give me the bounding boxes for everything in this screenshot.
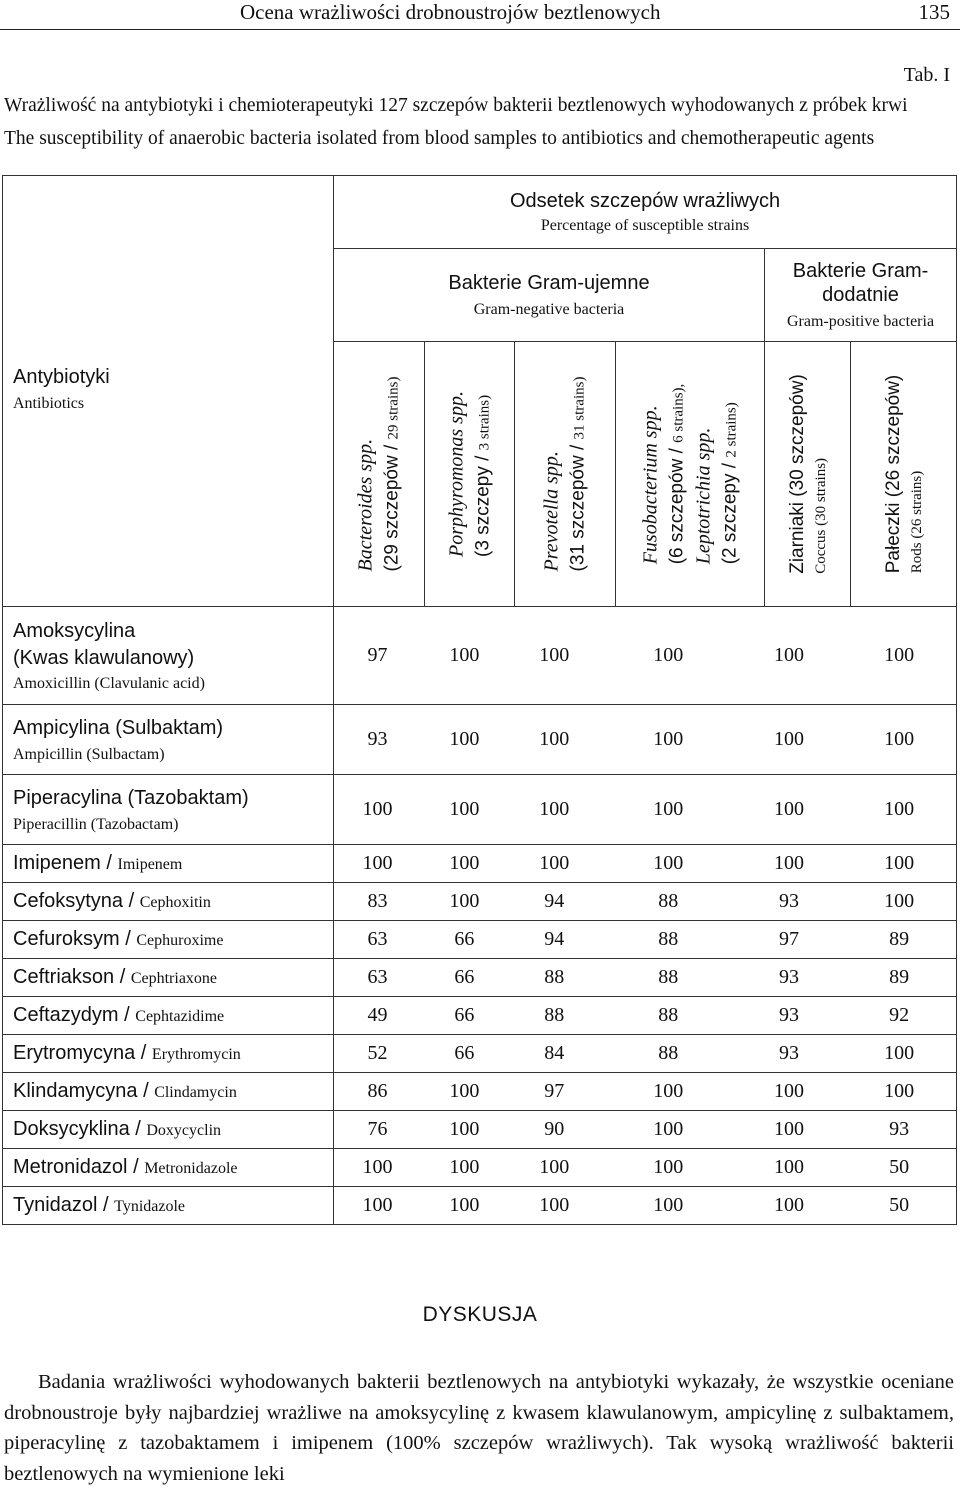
antibiotics-header	[3, 176, 334, 607]
susceptibility-values-cell	[334, 959, 957, 997]
values-row	[334, 928, 956, 951]
values-row	[334, 966, 956, 989]
susceptibility-value: 100	[449, 1118, 480, 1140]
antibiotic-name-pl: Imipenem	[13, 852, 101, 874]
antibiotics-header-en: Antibiotics	[13, 395, 85, 412]
antibiotic-name-pl: Tynidazol	[13, 1194, 98, 1216]
strain-count	[664, 384, 690, 565]
susceptibility-value: 97	[778, 928, 799, 950]
antibiotic-name-en: Ampicillin (Sulbactam)	[13, 745, 165, 763]
susceptibility-value: 93	[889, 1118, 910, 1140]
antibiotic-name-pl: Doksycyklina	[13, 1118, 130, 1140]
bacteria-column-header	[425, 342, 515, 607]
genus-name	[443, 391, 470, 557]
table-row	[3, 1187, 957, 1225]
susceptibility-values-cell	[334, 883, 957, 921]
antibiotic-name: Imipenem / Imipenem	[13, 852, 183, 874]
susceptibility-value: 88	[658, 1042, 679, 1064]
antibiotic-name-cell	[3, 1149, 334, 1187]
susceptibility-values-cell	[334, 705, 957, 775]
susceptibility-value: 93	[367, 728, 388, 750]
susceptible-header-pl: Odsetek szczepów wrażliwych	[509, 189, 781, 212]
strain-count-en: 2 strains)	[723, 402, 739, 458]
susceptibility-value: 93	[778, 1042, 799, 1064]
strain-count-en: 31 strains)	[571, 376, 588, 440]
susceptibility-value: 88	[544, 1004, 565, 1026]
table-row	[3, 1111, 957, 1149]
values-row	[334, 1194, 956, 1217]
susceptibility-values-cell	[334, 1149, 957, 1187]
susceptibility-value: 76	[367, 1118, 388, 1140]
susceptibility-value: 100	[773, 1080, 804, 1102]
antibiotic-name-en: Erythromycin	[151, 1046, 241, 1063]
antibiotic-name-pl: Cefuroksym	[13, 928, 120, 950]
susceptibility-value: 88	[658, 928, 679, 950]
running-title: Ocena wrażliwości drobnoustrojów beztlenowych	[240, 0, 661, 24]
susceptibility-value: 93	[778, 1004, 799, 1026]
susceptibility-value: 100	[362, 852, 393, 874]
susceptibility-values-cell	[334, 845, 957, 883]
values-row	[334, 852, 956, 875]
susceptibility-value: 100	[539, 1156, 570, 1178]
rotated-header-text	[637, 384, 742, 565]
values-row	[334, 1080, 956, 1103]
antibiotic-name: Metronidazol / Metronidazole	[13, 1156, 238, 1178]
antibiotic-name-cell	[3, 845, 334, 883]
antibiotic-name: Tynidazol / Tynidazole	[13, 1194, 186, 1216]
susceptibility-value: 100	[884, 798, 915, 820]
susceptibility-value: 100	[773, 644, 804, 666]
susceptibility-value: 94	[544, 928, 565, 950]
antibiotic-name-pl: Metronidazol	[13, 1156, 128, 1178]
antibiotic-name-pl: Amoksycylina	[13, 620, 136, 643]
genus-name	[690, 384, 717, 565]
table-caption-polish: Wrażliwość na antybiotyki i chemioterapeutyki 127 szczepów bakterii beztlenowych wyhodowanych z próbek krwi	[4, 95, 908, 116]
susceptibility-value: 100	[884, 1080, 915, 1102]
susceptibility-value: 83	[367, 890, 388, 912]
genus-italic: Prevotella spp.	[540, 451, 563, 572]
antibiotic-name-pl: Ampicylina (Sulbaktam)	[13, 717, 224, 740]
susceptibility-value: 66	[454, 966, 475, 988]
susceptibility-value: 100	[449, 728, 480, 750]
strain-count-pl: (31 szczepów /	[567, 439, 589, 572]
antibiotic-name-en: Cephtriaxone	[130, 970, 218, 987]
values-row	[334, 1156, 956, 1179]
susceptibility-value: 100	[449, 644, 480, 666]
bacteria-column-header	[334, 342, 425, 607]
strain-count	[566, 377, 592, 572]
bacteria-column-header	[515, 342, 616, 607]
bacteria-column-header	[616, 342, 765, 607]
susceptibility-value: 63	[367, 928, 388, 950]
susceptibility-value: 100	[773, 1156, 804, 1178]
susceptibility-value: 100	[653, 1118, 684, 1140]
antibiotic-name-cell	[3, 997, 334, 1035]
susceptibility-value: 100	[449, 890, 480, 912]
susceptibility-value: 100	[449, 1194, 480, 1216]
values-row	[334, 1118, 956, 1141]
susceptibility-value: 84	[544, 1042, 565, 1064]
susceptible-percentage-header	[334, 176, 957, 249]
susceptibility-value: 88	[658, 890, 679, 912]
antibiotic-name-en: Cephuroxime	[136, 932, 224, 949]
strain-count-pl: (3 szczepy /	[472, 450, 494, 557]
table-caption-english: The susceptibility of anaerobic bacteria isolated from blood samples to antibiotics and chemotherapeutic agents	[4, 128, 875, 149]
antibiotic-name-en: Amoxicillin (Clavulanic acid)	[13, 674, 205, 692]
antibiotic-name: Erytromycyna / Erythromycin	[13, 1042, 241, 1064]
genus-name	[353, 377, 380, 572]
group-name-pl: Ziarniaki (30 szczepów)	[786, 374, 808, 574]
susceptibility-value: 100	[653, 852, 684, 874]
susceptibility-value: 100	[653, 798, 684, 820]
susceptibility-values-cell	[334, 997, 957, 1035]
susceptibility-table	[2, 175, 957, 1225]
antibiotic-name-en: Cephoxitin	[139, 894, 211, 911]
antibiotic-name: Doksycyklina / Doxycyclin	[13, 1118, 222, 1140]
bacteria-column-header	[765, 342, 851, 607]
susceptibility-value: 100	[773, 728, 804, 750]
genus-italic: Porphyromonas spp.	[445, 391, 468, 557]
susceptibility-value: 52	[367, 1042, 388, 1064]
susceptibility-value: 88	[544, 966, 565, 988]
antibiotic-name-pl-line2: (Kwas klawulanowy)	[13, 646, 195, 669]
susceptibility-value: 63	[367, 966, 388, 988]
susceptibility-value: 92	[889, 1004, 910, 1026]
antibiotic-name-pl: Klindamycyna	[13, 1080, 138, 1102]
susceptibility-value: 100	[773, 798, 804, 820]
susceptibility-value: 100	[449, 798, 480, 820]
gram-positive-header	[765, 249, 957, 342]
strain-count	[470, 391, 496, 557]
antibiotic-name: Ceftazydym / Cephtazidime	[13, 1004, 225, 1026]
gram-negative-pl: Bakterie Gram-ujemne	[448, 272, 650, 294]
susceptibility-value: 100	[362, 1194, 393, 1216]
antibiotic-name-en: Tynidazole	[114, 1198, 186, 1215]
antibiotic-name-en: Piperacillin (Tazobactam)	[13, 815, 179, 833]
susceptibility-value: 66	[454, 1042, 475, 1064]
values-row	[334, 728, 956, 751]
antibiotic-name-cell	[3, 705, 334, 775]
values-row	[334, 1042, 956, 1065]
susceptibility-value: 100	[539, 728, 570, 750]
susceptibility-value: 100	[773, 852, 804, 874]
header-rule	[0, 29, 960, 30]
antibiotic-name-cell	[3, 1187, 334, 1225]
values-row	[334, 644, 956, 667]
susceptibility-value: 86	[367, 1080, 388, 1102]
susceptibility-value: 100	[884, 890, 915, 912]
discussion-heading: DYSKUSJA	[422, 1303, 538, 1326]
susceptibility-value: 93	[778, 966, 799, 988]
antibiotic-name-cell	[3, 607, 334, 705]
antibiotic-name-cell	[3, 775, 334, 845]
susceptibility-value: 100	[653, 1194, 684, 1216]
genus-name	[539, 377, 566, 572]
susceptibility-value: 93	[778, 890, 799, 912]
antibiotic-name-en: Imipenem	[117, 856, 183, 873]
table-row	[3, 705, 957, 775]
susceptibility-value: 100	[539, 1194, 570, 1216]
group-name-pl: Pałeczki (26 szczepów)	[882, 374, 904, 574]
susceptibility-value: 100	[362, 1156, 393, 1178]
genus-italic: Bacteroides spp.	[354, 438, 377, 572]
page-number: 135	[918, 0, 950, 24]
susceptibility-value: 97	[544, 1080, 565, 1102]
susceptibility-values-cell	[334, 1035, 957, 1073]
susceptibility-value: 66	[454, 1004, 475, 1026]
gram-positive-pl-line1: Bakterie Gram-	[792, 260, 929, 282]
susceptibility-value: 100	[653, 1080, 684, 1102]
genus-name	[637, 384, 664, 565]
susceptible-header-en: Percentage of susceptible strains	[540, 216, 750, 234]
antibiotic-name: Klindamycyna / Clindamycin	[13, 1080, 237, 1102]
values-row	[334, 1004, 956, 1027]
susceptibility-value: 100	[884, 728, 915, 750]
values-row	[334, 798, 956, 821]
antibiotic-name-cell	[3, 921, 334, 959]
susceptibility-values-cell	[334, 1187, 957, 1225]
table-row	[3, 607, 957, 705]
susceptibility-value: 100	[449, 1156, 480, 1178]
antibiotic-name-cell	[3, 883, 334, 921]
susceptibility-value: 100	[449, 1080, 480, 1102]
table-row	[3, 1073, 957, 1111]
gram-negative-header	[334, 249, 765, 342]
susceptibility-value: 100	[653, 728, 684, 750]
susceptibility-value: 100	[539, 644, 570, 666]
susceptibility-value: 89	[889, 966, 910, 988]
susceptibility-value: 49	[367, 1004, 388, 1026]
running-header	[0, 0, 960, 30]
gram-positive-en: Gram-positive bacteria	[787, 313, 935, 330]
antibiotic-name-en: Metronidazole	[144, 1160, 238, 1177]
table-row	[3, 1149, 957, 1187]
antibiotic-name-cell	[3, 959, 334, 997]
susceptibility-value: 94	[544, 890, 565, 912]
discussion-paragraph: Badania wrażliwości wyhodowanych bakterii beztlenowych na antybiotyki wykazały, że wszystkie oceniane drobnoustroje były najbardziej wrażliwe na amoksycylinę z kwasem klawulanowym, ampicylinę z sulbaktamem, piperacylinę z tazobaktamem i imipenem (100% szczepów wrażliwych). Tak wysoką wrażliwość bakterii beztlenowych na wymienione leki	[4, 1371, 954, 1485]
table-row	[3, 921, 957, 959]
susceptibility-value: 88	[658, 966, 679, 988]
table-row	[3, 775, 957, 845]
strain-count	[380, 377, 406, 572]
strain-count	[717, 384, 743, 565]
strain-count-en: 3 strains)	[476, 394, 493, 451]
susceptibility-values-cell	[334, 921, 957, 959]
susceptibility-value: 100	[773, 1118, 804, 1140]
susceptibility-value: 100	[884, 1042, 915, 1064]
antibiotic-name-pl: Piperacylina (Tazobaktam)	[13, 787, 249, 810]
strain-count-en: 6 strains),	[670, 383, 687, 443]
susceptibility-values-cell	[334, 775, 957, 845]
antibiotic-name-cell	[3, 1035, 334, 1073]
antibiotic-name-en: Clindamycin	[154, 1084, 237, 1101]
susceptibility-value: 50	[889, 1194, 910, 1216]
susceptibility-value: 66	[454, 928, 475, 950]
susceptibility-values-cell	[334, 1073, 957, 1111]
antibiotic-name-pl: Ceftazydym	[13, 1004, 119, 1026]
strain-count-pl: (6 szczepów /	[666, 442, 688, 565]
gram-positive-pl-line2: dodatnie	[822, 284, 899, 306]
strain-count-pl: (2 szczepy /	[719, 457, 740, 565]
susceptibility-value: 100	[884, 644, 915, 666]
antibiotic-name-en: Cephtazidime	[135, 1008, 225, 1025]
antibiotic-name: Cefuroksym / Cephuroxime	[13, 928, 224, 950]
table-row	[3, 845, 957, 883]
antibiotic-name-pl: Erytromycyna	[13, 1042, 136, 1064]
susceptibility-value: 88	[658, 1004, 679, 1026]
rotated-header-text	[539, 377, 592, 572]
antibiotic-name: Ceftriakson / Cephtriaxone	[13, 966, 218, 988]
susceptibility-value: 97	[367, 644, 388, 666]
susceptibility-value: 100	[884, 852, 915, 874]
antibiotic-name-pl: Ceftriakson	[13, 966, 115, 988]
susceptibility-value: 90	[544, 1118, 565, 1140]
table-row	[3, 1035, 957, 1073]
susceptibility-value: 50	[889, 1156, 910, 1178]
susceptibility-value: 100	[449, 852, 480, 874]
rotated-header-text	[443, 391, 496, 557]
antibiotic-name-pl: Cefoksytyna	[13, 890, 124, 912]
rotated-header-text	[785, 374, 831, 574]
rotated-header-text	[353, 377, 406, 572]
genus-italic: Fusobacterium spp.	[639, 405, 662, 565]
group-name-en: Coccus (30 strains)	[812, 457, 829, 574]
susceptibility-values-cell	[334, 607, 957, 705]
susceptibility-value: 89	[889, 928, 910, 950]
susceptibility-value: 100	[653, 1156, 684, 1178]
strain-count-en: 29 strains)	[385, 376, 402, 440]
antibiotic-name-cell	[3, 1073, 334, 1111]
bacteria-column-header	[851, 342, 957, 607]
rotated-header-text	[881, 375, 927, 574]
susceptibility-value: 100	[539, 798, 570, 820]
table-label: Tab. I	[903, 64, 950, 86]
gram-positive-pl	[765, 259, 956, 307]
susceptibility-values-cell	[334, 1111, 957, 1149]
strain-count-pl: (29 szczepów /	[381, 439, 403, 572]
values-row	[334, 890, 956, 913]
susceptibility-value: 100	[773, 1194, 804, 1216]
susceptibility-value: 100	[362, 798, 393, 820]
genus-italic: Leptotrichia spp.	[692, 427, 714, 565]
antibiotic-name-cell	[3, 1111, 334, 1149]
susceptibility-value: 100	[539, 852, 570, 874]
susceptibility-value: 100	[653, 644, 684, 666]
antibiotics-header-pl: Antybiotyki	[13, 366, 110, 388]
table-row	[3, 883, 957, 921]
table-row	[3, 959, 957, 997]
group-name-en: Rods (26 strains)	[908, 470, 925, 574]
antibiotic-name-en: Doxycyclin	[146, 1122, 222, 1139]
gram-negative-en: Gram-negative bacteria	[473, 301, 625, 318]
antibiotic-name: Cefoksytyna / Cephoxitin	[13, 890, 211, 912]
table-row	[3, 997, 957, 1035]
